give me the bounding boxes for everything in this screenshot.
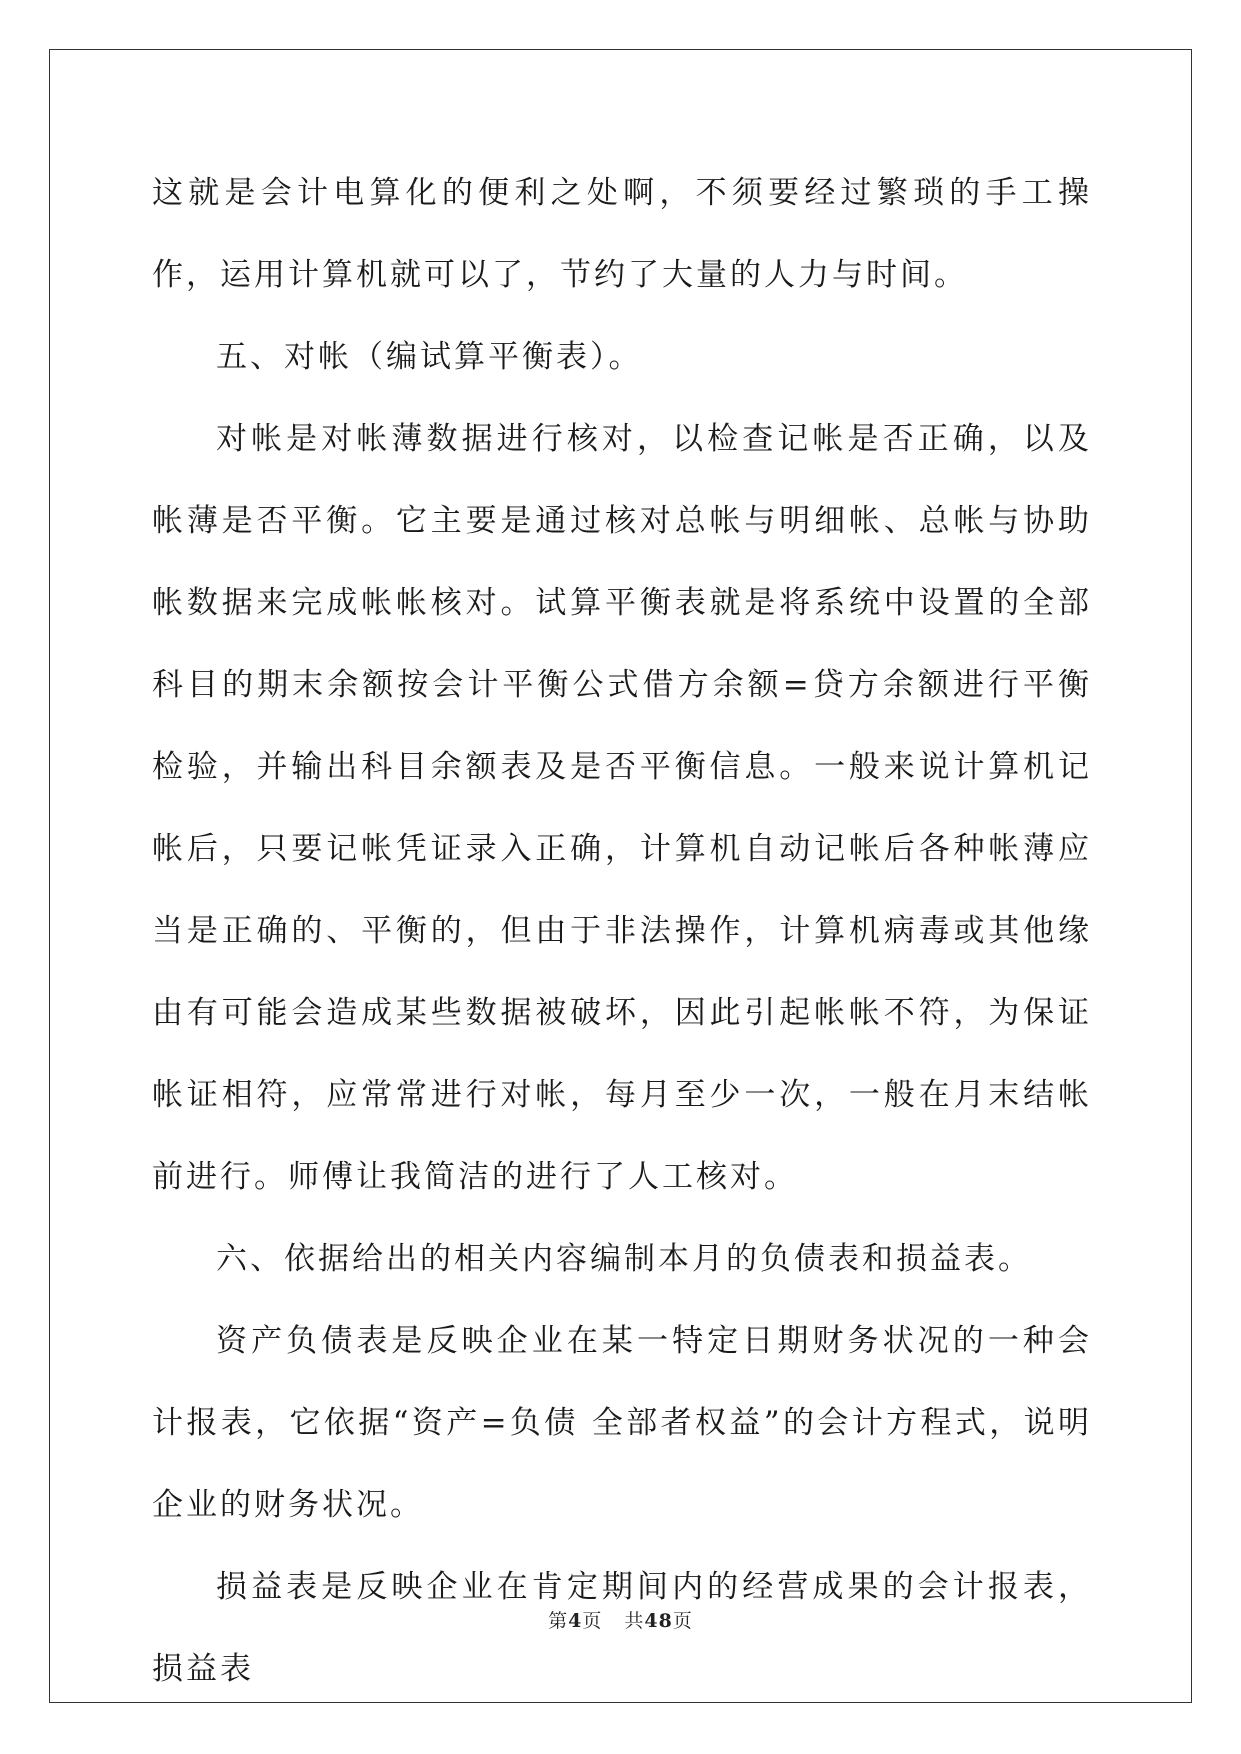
footer-page-prefix: 第 bbox=[548, 1610, 569, 1632]
paragraph-income-statement: 损益表是反映企业在肯定期间内的经营成果的会计报表，损益表 bbox=[152, 1569, 1092, 1687]
footer-page-number: 4 bbox=[568, 1610, 583, 1632]
section-heading-financial-statements: 六、依据给出的相关内容编制本月的负债表和损益表。 bbox=[216, 1241, 1032, 1277]
paragraph-reconciliation: 对帐是对帐薄数据进行核对，以检查记帐是否正确，以及帐薄是否平衡。它主要是通过核对总帐与明细帐、总帐与协助帐数据来完成帐帐核对。试算平衡表就是将系统中设置的全部科目的期末余额按会计平衡公式借方余额=贷方余额进行平衡检验，并输出科目余额表及是否平衡信息。一般来说计算机记帐后，只要记帐凭证录入正确，计算机自动记帐后各种帐薄应当是正确的、平衡的，但由于非法操作，计算机病毒或其他缘由有可能会造成某些数据被破坏，因此引起帐帐不符，为保证帐证相符，应常常进行对帐，每月至少一次，一般在月末结帐前进行。师傅让我简洁的进行了人工核对。 bbox=[152, 421, 1092, 1195]
page-footer bbox=[0, 1606, 1241, 1633]
footer-total-pages: 48 bbox=[644, 1610, 673, 1632]
document-body bbox=[152, 152, 1092, 1710]
paragraph-continuation: 这就是会计电算化的便利之处啊，不须要经过繁琐的手工操作，运用计算机就可以了，节约了大量的人力与时间。 bbox=[152, 175, 1092, 293]
footer-page-suffix: 页 bbox=[582, 1610, 603, 1632]
section-heading-reconciliation: 五、对帐（编试算平衡表）。 bbox=[216, 339, 643, 375]
footer-total-prefix: 共 bbox=[624, 1610, 645, 1632]
paragraph-balance-sheet: 资产负债表是反映企业在某一特定日期财务状况的一种会计报表，它依据“资产=负债 全部者权益”的会计方程式，说明企业的财务状况。 bbox=[152, 1323, 1092, 1523]
footer-total-suffix: 页 bbox=[672, 1610, 693, 1632]
